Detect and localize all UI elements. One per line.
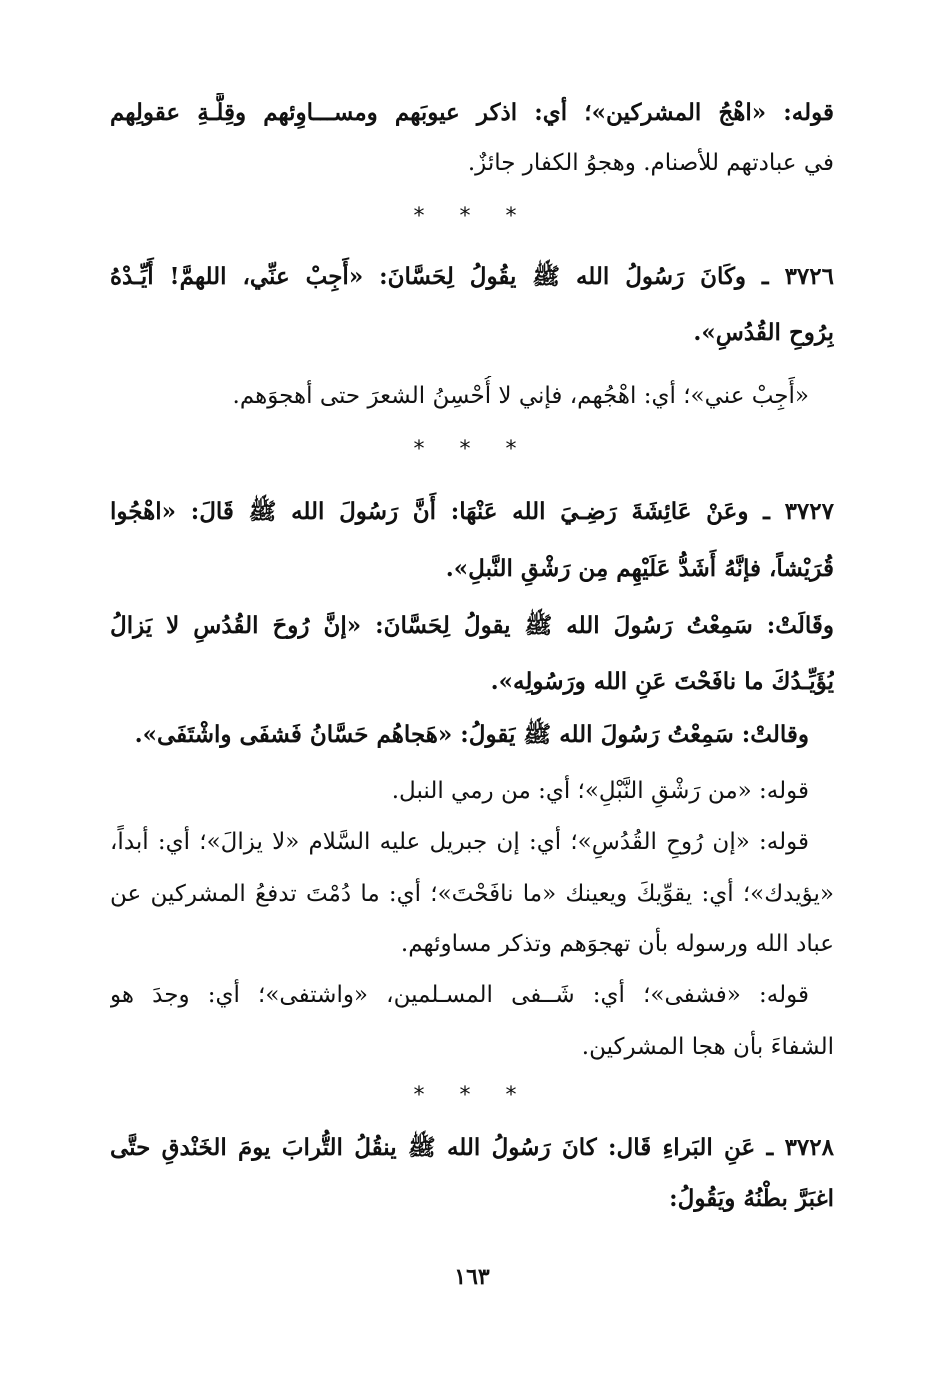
section-separator: * * * [413, 204, 531, 229]
hadith-line: وقالتْ: سَمِعْتُ رَسُولَ الله ﷺ يَقولُ: «هَجاهُم حَسَّانُ فَشفَى واشْتَفَى». [134, 721, 809, 748]
commentary-line: الشفاءَ بأن هجا المشركين. [581, 1034, 834, 1060]
commentary-line: قوله: «فشفى»؛ أي: شَــفى المسـلمين، «واشتفى»؛ أي: وجدَ هو [110, 982, 809, 1008]
section-separator: * * * [413, 1083, 531, 1108]
commentary-line: «يؤيدك»؛ أي: يقوِّيكَ ويعينك «ما نافَحْتَ»؛ أي: ما دُمْتَ تدفعُ المشركين عن [110, 881, 834, 907]
hadith-line: قُرَيْشاً، فإنَّهُ أَشَدُّ عَلَيْهِم مِن رَشْقِ النَّبلِ». [445, 555, 834, 582]
commentary-line: «أَجِبْ عني»؛ أي: اهْجُهم، فإني لا أُحْسِنُ الشعرَ حتى أهجوَهم. [232, 383, 809, 409]
hadith-line: وقَالَتْ: سَمِعْتُ رَسُولَ الله ﷺ يقولُ لِحَسَّانَ: «إنَّ رُوحَ القُدُسِ لا يَزالُ [110, 612, 834, 639]
commentary-line: قوله: «إن رُوحِ القُدُسِ»؛ أي: إن جبريل عليه السَّلام «لا يزالَ»؛ أي: أبداً، [110, 829, 809, 855]
commentary-line: عباد الله ورسوله بأن تهجوَهم وتذكر مساوئهم. [400, 931, 834, 957]
hadith-line: يُؤَيِّـدُكَ ما نافَحْتَ عَنِ الله ورَسُولِه». [490, 668, 834, 695]
commentary-line: قوله: «اهْجُ المشركين»؛ أي: اذكر عيوبَهم ومســـاوِئهم وقِلَّـةِ عقولِهم [110, 99, 834, 126]
hadith-line: بِرُوحِ القُدُسِ». [693, 319, 834, 346]
hadith-line: ٣٧٢٦ ـ وكَانَ رَسُولُ الله ﷺ يقُولُ لِحَسَّانَ: «أَجِبْ عنِّي، اللهمَّ! أَيِّـدْهُ [110, 263, 834, 290]
hadith-line: ٣٧٢٧ ـ وعَنْ عَائِشَةَ رَضِـيَ الله عَنْهَا: أَنَّ رَسُولَ الله ﷺ قَالَ: «اهْجُوا [110, 498, 834, 525]
hadith-line: ٣٧٢٨ ـ عَنِ البَراءِ قَال: كانَ رَسُولُ الله ﷺ ينقُلُ التُّرابَ يومَ الخَنْدقِ حتَّى [110, 1134, 834, 1161]
commentary-line: قوله: «من رَشْقِ النَّبْلِ»؛ أي: من رمي النبل. [391, 778, 809, 804]
section-separator: * * * [413, 437, 531, 462]
page-number: ١٦٣ [454, 1264, 490, 1290]
commentary-line: في عبادتهم للأصنام. وهجوُ الكفار جائزٌ. [467, 150, 834, 176]
hadith-line: اغبَرَّ بطْنُهُ ويَقُولُ: [669, 1185, 834, 1212]
